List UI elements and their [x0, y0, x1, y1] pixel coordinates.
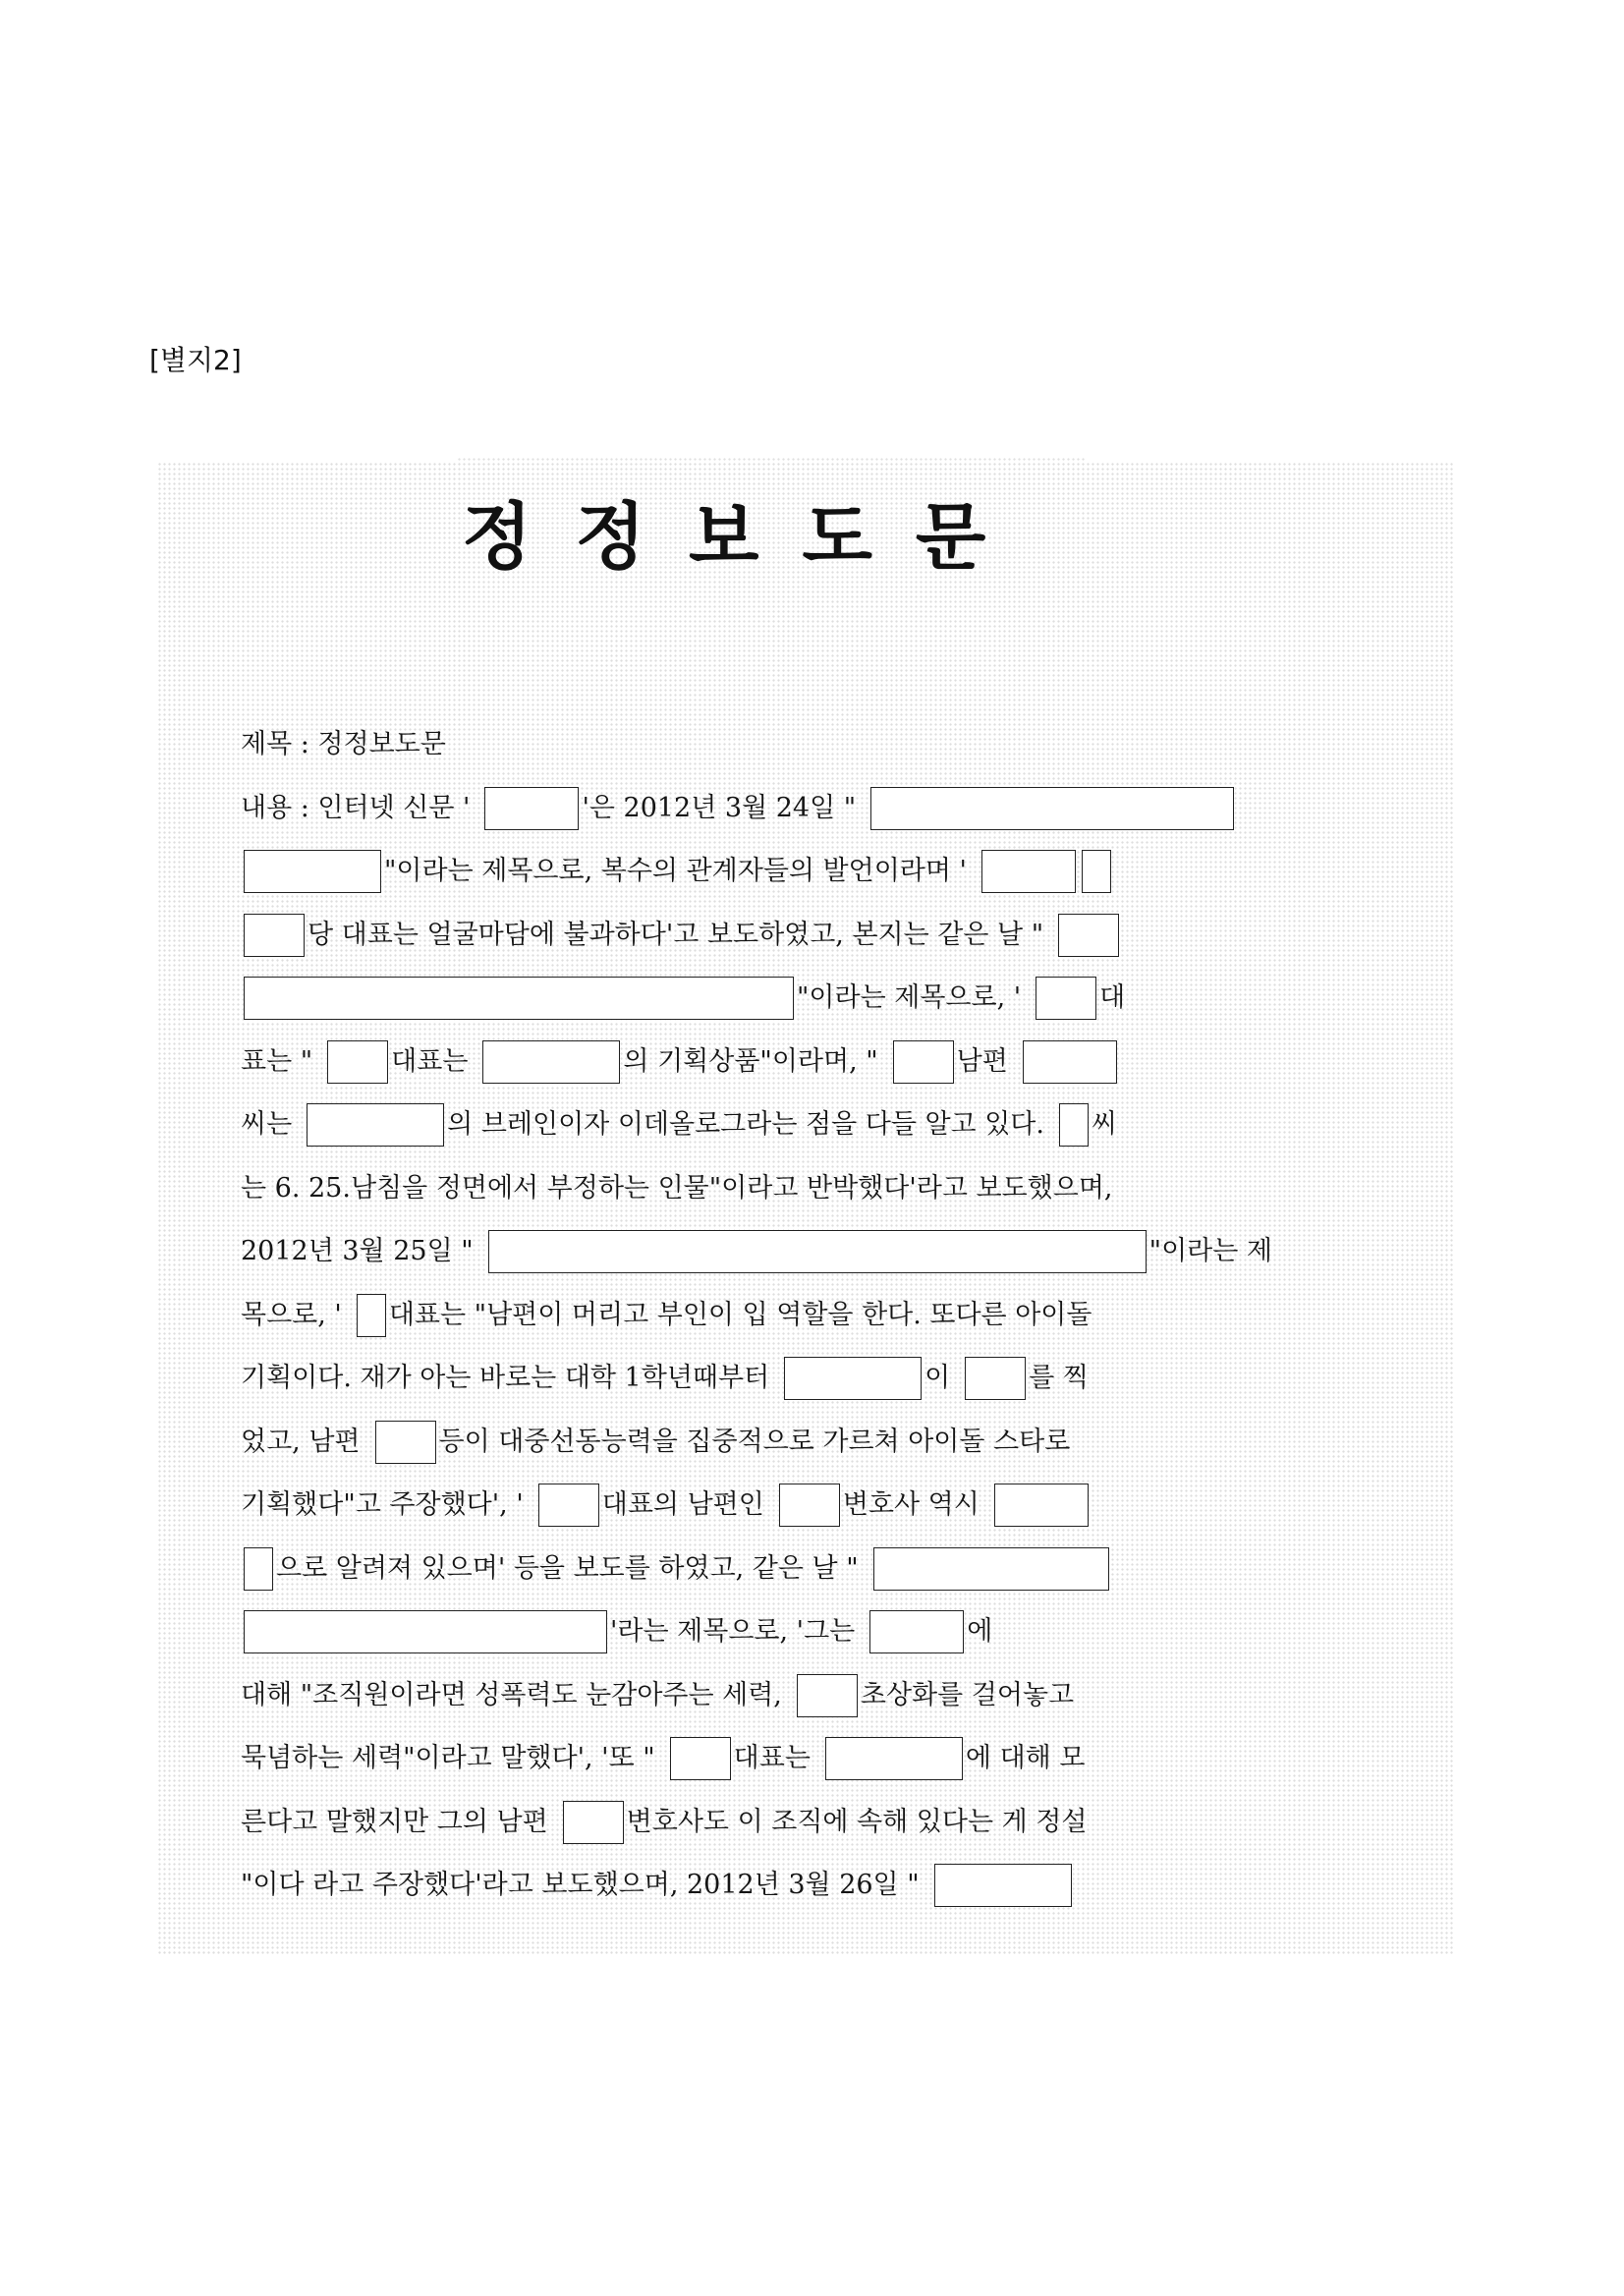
redaction-box [244, 977, 794, 1020]
redaction-box [870, 787, 1234, 830]
body-text: 변호사도 이 조직에 속해 있다는 게 정설 [626, 1806, 1088, 1837]
body-line [241, 717, 1331, 770]
body-text: 대표는 "남편이 머리고 부인이 입 역할을 한다. 또다른 아이돌 [388, 1299, 1092, 1330]
body-text: 제목 : 정정보도문 [241, 728, 446, 759]
body-text: 초상화를 걸어놓고 [860, 1679, 1075, 1710]
body-text: 변호사 역시 [842, 1488, 980, 1520]
body-line [241, 1795, 1331, 1848]
redaction-box [869, 1610, 964, 1653]
body-text: '은 2012년 3월 24일 " [582, 792, 857, 823]
body-line [241, 781, 1331, 834]
body-line [241, 1097, 1331, 1150]
body-line [241, 1668, 1331, 1721]
body-text: 대표의 남편인 [601, 1488, 764, 1520]
body-line [241, 1731, 1331, 1784]
redaction-box [563, 1801, 624, 1844]
body-line [241, 908, 1331, 961]
body-line [241, 1858, 1331, 1911]
annex-label: [별지2] [149, 344, 242, 376]
body-line [241, 1288, 1331, 1341]
redaction-box [538, 1484, 599, 1527]
redaction-box [670, 1737, 731, 1780]
body-text: 당 대표는 얼굴마담에 불과하다'고 보도하였고, 본지는 같은 날 " [308, 919, 1044, 950]
redaction-box [244, 914, 305, 957]
body-line [241, 1351, 1331, 1404]
body-text: 의 브레인이자 이데올로그라는 점을 다들 알고 있다. [447, 1108, 1044, 1140]
redaction-box [934, 1864, 1072, 1907]
body-line [241, 1035, 1331, 1088]
redaction-box [994, 1484, 1089, 1527]
body-text: 내용 : 인터넷 신문 ' [241, 792, 471, 823]
body-text: 기획이다. 재가 아는 바로는 대학 1학년때부터 [241, 1362, 770, 1393]
redaction-box [1059, 1103, 1089, 1147]
body-text: 는 6. 25.남침을 정면에서 부정하는 인물"이라고 반박했다'라고 보도했으며, [241, 1172, 1113, 1204]
redaction-box [244, 850, 381, 893]
body-text: 으로 알려져 있으며' 등을 보도를 하였고, 같은 날 " [276, 1552, 859, 1584]
redaction-box [1058, 914, 1119, 957]
body-text: 기획했다"고 주장했다', ' [241, 1488, 524, 1520]
redaction-box [357, 1294, 386, 1337]
redaction-box [244, 1610, 607, 1653]
body-text: 의 기획상품"이라며, " [623, 1045, 878, 1077]
body-text: 이 [924, 1362, 951, 1393]
body-text: 대해 "조직원이라면 성폭력도 눈감아주는 세력, [241, 1679, 782, 1710]
redaction-box [965, 1357, 1026, 1400]
body-text: 대 [1099, 981, 1126, 1013]
redaction-box [779, 1484, 840, 1527]
body-line [241, 1604, 1331, 1657]
redaction-box [484, 787, 579, 830]
redaction-box [327, 1040, 388, 1084]
body-text: "이라는 제목으로, 복수의 관계자들의 발언이라며 ' [384, 855, 967, 886]
redaction-box [1023, 1040, 1117, 1084]
body-line [241, 844, 1331, 897]
body-text: '라는 제목으로, '그는 [610, 1615, 856, 1647]
body-text: 대표는 [391, 1045, 469, 1077]
redaction-box [1036, 977, 1096, 1020]
body-text: 표는 " [241, 1045, 313, 1077]
redaction-box [244, 1547, 273, 1591]
redaction-box [488, 1230, 1147, 1273]
body-text: 른다고 말했지만 그의 남편 [241, 1806, 548, 1837]
redaction-box [482, 1040, 620, 1084]
body-text: "이라는 제목으로, ' [797, 981, 1022, 1013]
body-text: "이라는 제 [1148, 1235, 1273, 1266]
body-line [241, 1478, 1331, 1531]
body-text: 등이 대중선동능력을 집중적으로 가르쳐 아이돌 스타로 [438, 1426, 1071, 1457]
body-line [241, 1415, 1331, 1468]
body-line [241, 971, 1331, 1024]
body-line [241, 1541, 1331, 1595]
redaction-box [307, 1103, 444, 1147]
body-text: 2012년 3월 25일 " [241, 1235, 474, 1266]
redaction-box [784, 1357, 922, 1400]
body-text: 묵념하는 세력"이라고 말했다', '또 " [241, 1742, 655, 1773]
body-line [241, 1224, 1331, 1277]
body-text: 에 대해 모 [965, 1742, 1086, 1773]
body-text: 었고, 남편 [241, 1426, 361, 1457]
body-text: "이다 라고 주장했다'라고 보도했으며, 2012년 3월 26일 " [241, 1869, 920, 1900]
redaction-box [873, 1547, 1109, 1591]
body-text: 대표는 [733, 1742, 811, 1773]
body-text: 씨는 [241, 1108, 293, 1140]
body-text: 목으로, ' [241, 1299, 342, 1330]
redaction-box [375, 1421, 436, 1464]
body-text: 에 [967, 1615, 993, 1647]
redaction-box [893, 1040, 954, 1084]
body-text: 씨 [1091, 1108, 1118, 1140]
redaction-box [981, 850, 1076, 893]
redaction-box [797, 1674, 858, 1717]
document-title: 정정보도문 [462, 495, 1030, 580]
body-line [241, 1161, 1331, 1214]
body-text: 남편 [956, 1045, 1008, 1077]
body-text: 를 찍 [1029, 1362, 1089, 1393]
redaction-box [825, 1737, 963, 1780]
redaction-box [1082, 850, 1111, 893]
